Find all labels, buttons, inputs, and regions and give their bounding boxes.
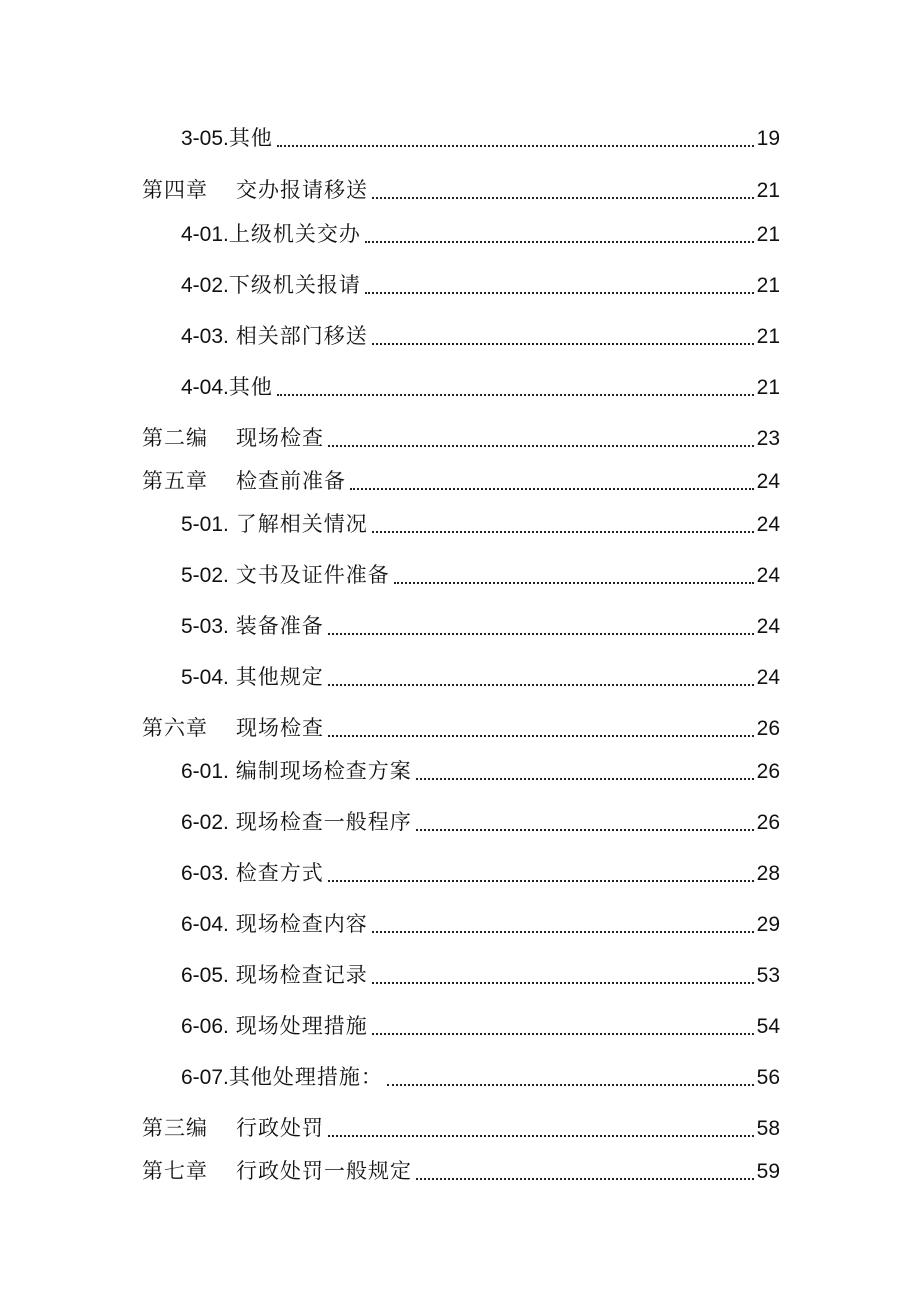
entry-page: 21	[756, 223, 780, 246]
dot-leader	[328, 734, 754, 737]
dot-leader	[387, 1083, 754, 1086]
entry-title: 现场检查一般程序	[228, 811, 412, 834]
entry-number: 3-05.	[181, 127, 229, 150]
dot-leader	[372, 1032, 754, 1035]
entry-page: 58	[756, 1117, 780, 1140]
entry-title: 下级机关报请	[228, 274, 361, 297]
toc-entry[interactable]	[0, 214, 780, 248]
entry-title: 行政处罚	[236, 1117, 324, 1140]
entry-number: 6-01.	[181, 760, 229, 783]
toc-entry[interactable]	[0, 504, 780, 538]
entry-number: 第三编	[142, 1117, 208, 1140]
entry-number: 4-04.	[181, 376, 229, 399]
entry-title: 装备准备	[228, 615, 324, 638]
entry-page: 59	[756, 1160, 780, 1183]
entry-number: 5-03.	[181, 615, 229, 638]
toc-entry[interactable]	[0, 657, 780, 691]
entry-number: 6-06.	[181, 1015, 229, 1038]
entry-page: 21	[756, 376, 780, 399]
dot-leader	[277, 393, 754, 396]
dot-leader	[365, 240, 754, 243]
toc-entry[interactable]	[0, 118, 780, 152]
toc-entry[interactable]	[0, 853, 780, 887]
entry-number: 4-01.	[181, 223, 229, 246]
toc-entry[interactable]	[0, 461, 780, 495]
dot-leader	[372, 981, 754, 984]
entry-title: 了解相关情况	[228, 513, 368, 536]
entry-page: 54	[756, 1015, 780, 1038]
toc-entry[interactable]	[0, 316, 780, 350]
toc-entry[interactable]	[0, 955, 780, 989]
entry-title: 其他处理措施：	[228, 1066, 383, 1089]
entry-title: 其他	[228, 127, 273, 150]
entry-page: 19	[756, 127, 780, 150]
entry-page: 21	[756, 325, 780, 348]
dot-leader	[416, 1177, 754, 1180]
toc-entry[interactable]	[0, 1108, 780, 1142]
dot-leader	[372, 530, 754, 533]
toc-entry[interactable]	[0, 606, 780, 640]
toc-entry[interactable]	[0, 751, 780, 785]
toc-entry[interactable]	[0, 904, 780, 938]
entry-number: 4-03.	[181, 325, 229, 348]
entry-title: 现场检查	[236, 717, 324, 740]
entry-page: 24	[756, 513, 780, 536]
entry-number: 第七章	[142, 1160, 208, 1183]
toc-entry[interactable]	[0, 170, 780, 204]
entry-page: 24	[756, 615, 780, 638]
dot-leader	[328, 683, 754, 686]
entry-title: 行政处罚一般规定	[236, 1160, 412, 1183]
entry-title: 其他规定	[228, 666, 324, 689]
entry-page: 24	[756, 564, 780, 587]
entry-title: 编制现场检查方案	[228, 760, 412, 783]
entry-page: 26	[756, 717, 780, 740]
entry-title: 相关部门移送	[228, 325, 368, 348]
entry-number: 第五章	[142, 470, 208, 493]
toc-entry[interactable]	[0, 1151, 780, 1185]
dot-leader	[372, 930, 754, 933]
entry-number: 第二编	[142, 427, 208, 450]
entry-page: 26	[756, 760, 780, 783]
entry-number: 6-03.	[181, 862, 229, 885]
entry-title: 文书及证件准备	[228, 564, 390, 587]
entry-page: 24	[756, 666, 780, 689]
entry-number: 第六章	[142, 717, 208, 740]
entry-title: 交办报请移送	[236, 179, 368, 202]
toc-entry[interactable]	[0, 418, 780, 452]
dot-leader	[277, 144, 754, 147]
entry-page: 56	[756, 1066, 780, 1089]
entry-page: 24	[756, 470, 780, 493]
dot-leader	[328, 1134, 754, 1137]
entry-number: 6-07.	[181, 1066, 229, 1089]
entry-page: 26	[756, 811, 780, 834]
toc-entry[interactable]	[0, 265, 780, 299]
entry-title: 检查前准备	[236, 470, 346, 493]
dot-leader	[372, 342, 754, 345]
entry-number: 第四章	[142, 179, 208, 202]
entry-page: 21	[756, 179, 780, 202]
entry-page: 29	[756, 913, 780, 936]
entry-number: 4-02.	[181, 274, 229, 297]
toc-entry[interactable]	[0, 708, 780, 742]
entry-title: 现场检查	[236, 427, 324, 450]
entry-number: 6-04.	[181, 913, 229, 936]
entry-number: 5-01.	[181, 513, 229, 536]
entry-title: 其他	[228, 376, 273, 399]
dot-leader	[328, 632, 754, 635]
toc-entry[interactable]	[0, 367, 780, 401]
toc-entry[interactable]	[0, 1006, 780, 1040]
entry-number: 5-02.	[181, 564, 229, 587]
dot-leader	[394, 581, 754, 584]
dot-leader	[328, 444, 754, 447]
entry-page: 28	[756, 862, 780, 885]
dot-leader	[365, 291, 754, 294]
toc-entry[interactable]	[0, 555, 780, 589]
dot-leader	[350, 487, 754, 490]
entry-title: 现场检查内容	[228, 913, 368, 936]
entry-number: 6-02.	[181, 811, 229, 834]
entry-title: 现场处理措施	[228, 1015, 368, 1038]
entry-page: 53	[756, 964, 780, 987]
dot-leader	[328, 879, 754, 882]
entry-number: 6-05.	[181, 964, 229, 987]
dot-leader	[372, 196, 754, 199]
toc-entry[interactable]	[0, 1057, 780, 1091]
entry-number: 5-04.	[181, 666, 229, 689]
dot-leader	[416, 828, 754, 831]
entry-page: 23	[756, 427, 780, 450]
entry-title: 现场检查记录	[228, 964, 368, 987]
dot-leader	[416, 777, 754, 780]
entry-title: 上级机关交办	[228, 223, 361, 246]
entry-title: 检查方式	[228, 862, 324, 885]
entry-page: 21	[756, 274, 780, 297]
toc-entry[interactable]	[0, 802, 780, 836]
